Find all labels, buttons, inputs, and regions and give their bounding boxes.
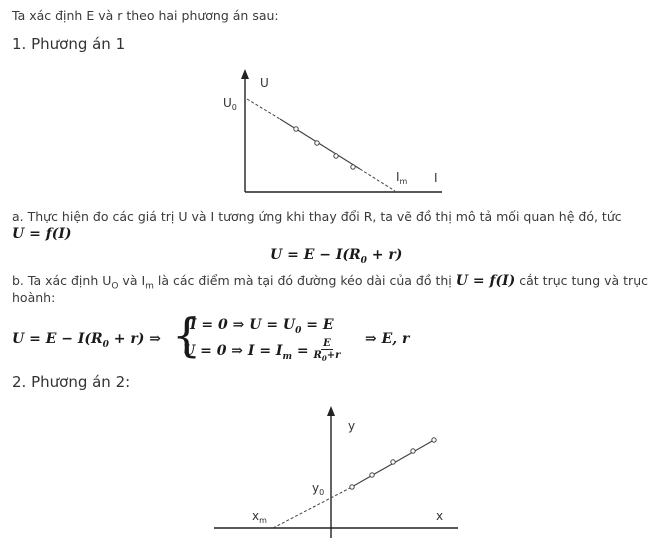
graph1-data-line xyxy=(280,119,360,169)
graph1-extension-bottom xyxy=(360,169,395,191)
graph1-extension-top xyxy=(247,99,280,119)
step-b-text-line2: hoành: xyxy=(12,290,56,305)
graph1-y-label: U xyxy=(260,76,269,90)
graph1-x-label: I xyxy=(434,171,438,185)
graph1-point xyxy=(294,127,298,131)
graph1-point xyxy=(334,154,338,158)
system-case2: U = 0 ⇒ $I = I_m$ = $\frac{E}{R_0+r}$ xyxy=(183,338,341,363)
graph2-point xyxy=(411,449,415,453)
step-b-text: b. Ta xác định $U_O$ và $I_m$ là các điểm mà tại đó đường kéo dài của đồ thị U = f(I) cắt trục tung và trục xyxy=(12,273,648,292)
graph2-x-intercept-label: $x_m$ xyxy=(252,509,267,525)
system-lhs: $U = E - I(R_0 + r)$ ⇒ xyxy=(12,331,162,350)
graph1-point xyxy=(315,141,319,145)
graph2-y-arrow xyxy=(327,406,335,416)
system-brace: { xyxy=(172,308,202,362)
graph2-point xyxy=(391,460,395,464)
graph1-y-arrow xyxy=(241,69,249,79)
method2-heading: 2. Phương án 2: xyxy=(12,373,131,391)
graph2-x-label: x xyxy=(436,509,444,523)
step-b-math: U = f(I) xyxy=(455,273,516,289)
main-equation: $U = E - I(R_0 + r)$ xyxy=(270,247,403,266)
system-case1: I = 0 ⇒ $U = U_0 = E$ xyxy=(190,317,334,336)
method1-graph xyxy=(200,65,460,200)
method1-heading: 1. Phương án 1 xyxy=(12,35,126,53)
step-a-text: a. Thực hiện đo các giá trị U và I tương ứng khi thay đổi R, ta vẽ đồ thị mô tả mối quan hệ đó, tức xyxy=(12,209,622,224)
system-fraction: $\frac{E}{R_0+r}$ xyxy=(313,338,341,363)
graph1-x-intercept-label: $I_m$ xyxy=(396,170,408,186)
graph2-y-intercept-label: $y_0$ xyxy=(312,481,325,497)
graph2-point xyxy=(370,473,374,477)
graph1-point xyxy=(351,165,355,169)
graph2-point xyxy=(432,438,436,442)
graph1-y-intercept-label: $U_0$ xyxy=(223,96,237,112)
graph2-y-label: y xyxy=(348,419,356,433)
intro-text: Ta xác định E và r theo hai phương án sau: xyxy=(12,8,279,23)
system-result: ⇒ E, r xyxy=(365,331,410,347)
method2-graph xyxy=(200,400,470,546)
step-a-math: U = f(I) xyxy=(12,226,72,242)
graph2-point xyxy=(350,485,354,489)
